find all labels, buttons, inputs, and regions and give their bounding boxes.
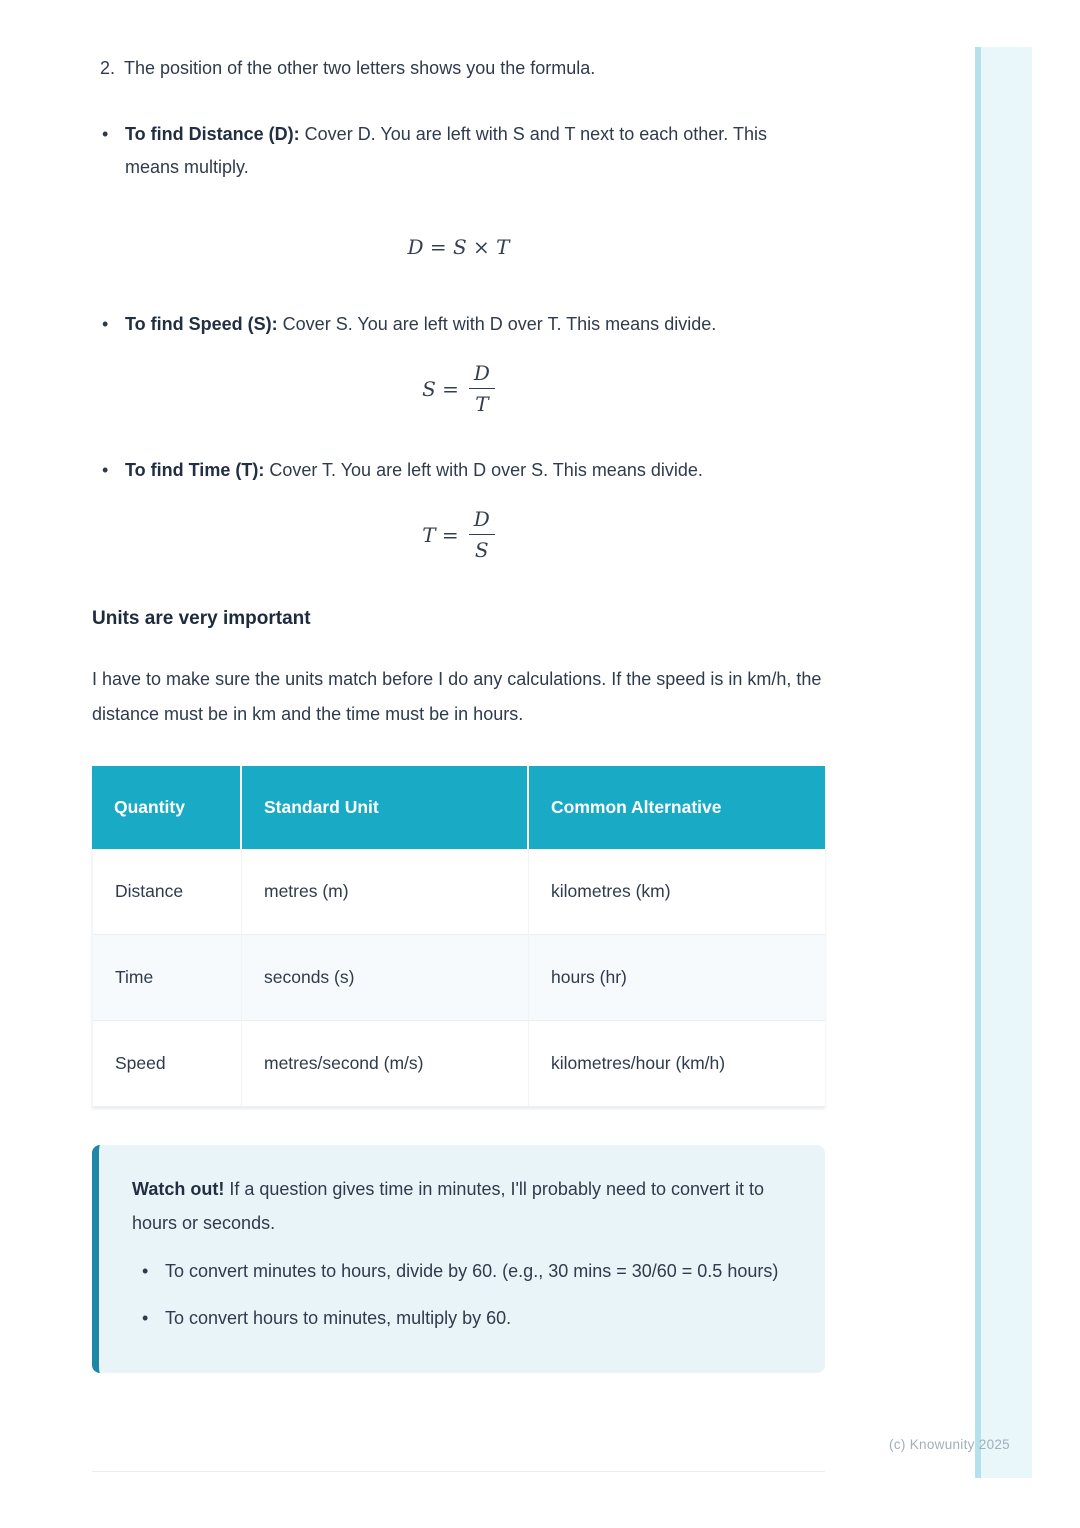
fraction bbox=[469, 361, 495, 416]
column-header-standard-unit: Standard Unit bbox=[242, 766, 529, 849]
list-item-speed bbox=[92, 308, 825, 341]
units-paragraph: I have to make sure the units match before I do any calculations. If the speed is in km/h, the distance must be in km and the time must be in hours. bbox=[92, 669, 822, 724]
formula-lhs: T = bbox=[422, 522, 459, 547]
table-header-row bbox=[92, 766, 825, 849]
formula-lhs: S = bbox=[422, 376, 459, 401]
section-heading-units: Units are very important bbox=[92, 608, 311, 629]
bullet-icon bbox=[102, 308, 108, 341]
list-item-text: The position of the other two letters shows you the formula. bbox=[124, 58, 596, 78]
fraction-denominator: S bbox=[469, 534, 495, 562]
list-item-number: 2. bbox=[100, 58, 116, 78]
formula-time bbox=[92, 507, 825, 562]
fraction-numerator: D bbox=[473, 507, 490, 531]
fraction bbox=[469, 507, 495, 562]
document-content bbox=[92, 0, 825, 1373]
list-item-distance bbox=[92, 118, 825, 184]
callout-lead: Watch out! bbox=[132, 1179, 225, 1199]
table-cell: metres/second (m/s) bbox=[242, 1021, 529, 1107]
bullet-icon bbox=[102, 118, 108, 151]
callout-list-item bbox=[132, 1301, 785, 1335]
table-row bbox=[92, 849, 825, 935]
column-header-quantity: Quantity bbox=[92, 766, 242, 849]
fraction-numerator: D bbox=[473, 361, 490, 385]
bullet-icon bbox=[142, 1254, 148, 1288]
bullet-icon bbox=[102, 454, 108, 487]
list-item-time bbox=[92, 454, 825, 487]
table-cell: Distance bbox=[92, 849, 242, 935]
copyright-notice: (c) Knowunity 2025 bbox=[889, 1437, 1010, 1452]
bullet-text: Cover S. You are left with D over T. This means divide. bbox=[282, 314, 717, 334]
table-cell: seconds (s) bbox=[242, 935, 529, 1021]
fraction-denominator: T bbox=[469, 388, 495, 416]
callout-list-item bbox=[132, 1254, 785, 1288]
table-cell: kilometres (km) bbox=[529, 849, 825, 935]
table-cell: Speed bbox=[92, 1021, 242, 1107]
units-table bbox=[92, 766, 825, 1107]
table-cell: Time bbox=[92, 935, 242, 1021]
table-cell: kilometres/hour (km/h) bbox=[529, 1021, 825, 1107]
bullet-lead: To find Time (T): bbox=[125, 460, 265, 480]
formula-speed bbox=[92, 361, 825, 416]
table-row bbox=[92, 1021, 825, 1107]
next-page-edge-strip bbox=[975, 47, 1032, 1478]
table-cell: hours (hr) bbox=[529, 935, 825, 1021]
callout-bullet-text: To convert minutes to hours, divide by 60. (e.g., 30 mins = 30/60 = 0.5 hours) bbox=[165, 1261, 779, 1281]
bullet-text: Cover T. You are left with D over S. This means divide. bbox=[269, 460, 703, 480]
callout-text: If a question gives time in minutes, I'll probably need to convert it to hours or seconds. bbox=[132, 1179, 765, 1233]
numbered-list-item bbox=[92, 54, 825, 82]
table-cell: metres (m) bbox=[242, 849, 529, 935]
bullet-icon bbox=[142, 1301, 148, 1335]
callout-bullet-text: To convert hours to minutes, multiply by 60. bbox=[165, 1308, 512, 1328]
bullet-text: Cover D. You are left with S and T next to each other. This means multiply. bbox=[125, 124, 767, 177]
watch-out-callout bbox=[92, 1145, 825, 1373]
column-header-common-alternative: Common Alternative bbox=[529, 766, 825, 849]
formula-distance: D = S × T bbox=[407, 235, 510, 259]
table-row bbox=[92, 935, 825, 1021]
page-bottom-divider bbox=[92, 1471, 825, 1472]
bullet-lead: To find Distance (D): bbox=[125, 124, 300, 144]
bullet-lead: To find Speed (S): bbox=[125, 314, 278, 334]
